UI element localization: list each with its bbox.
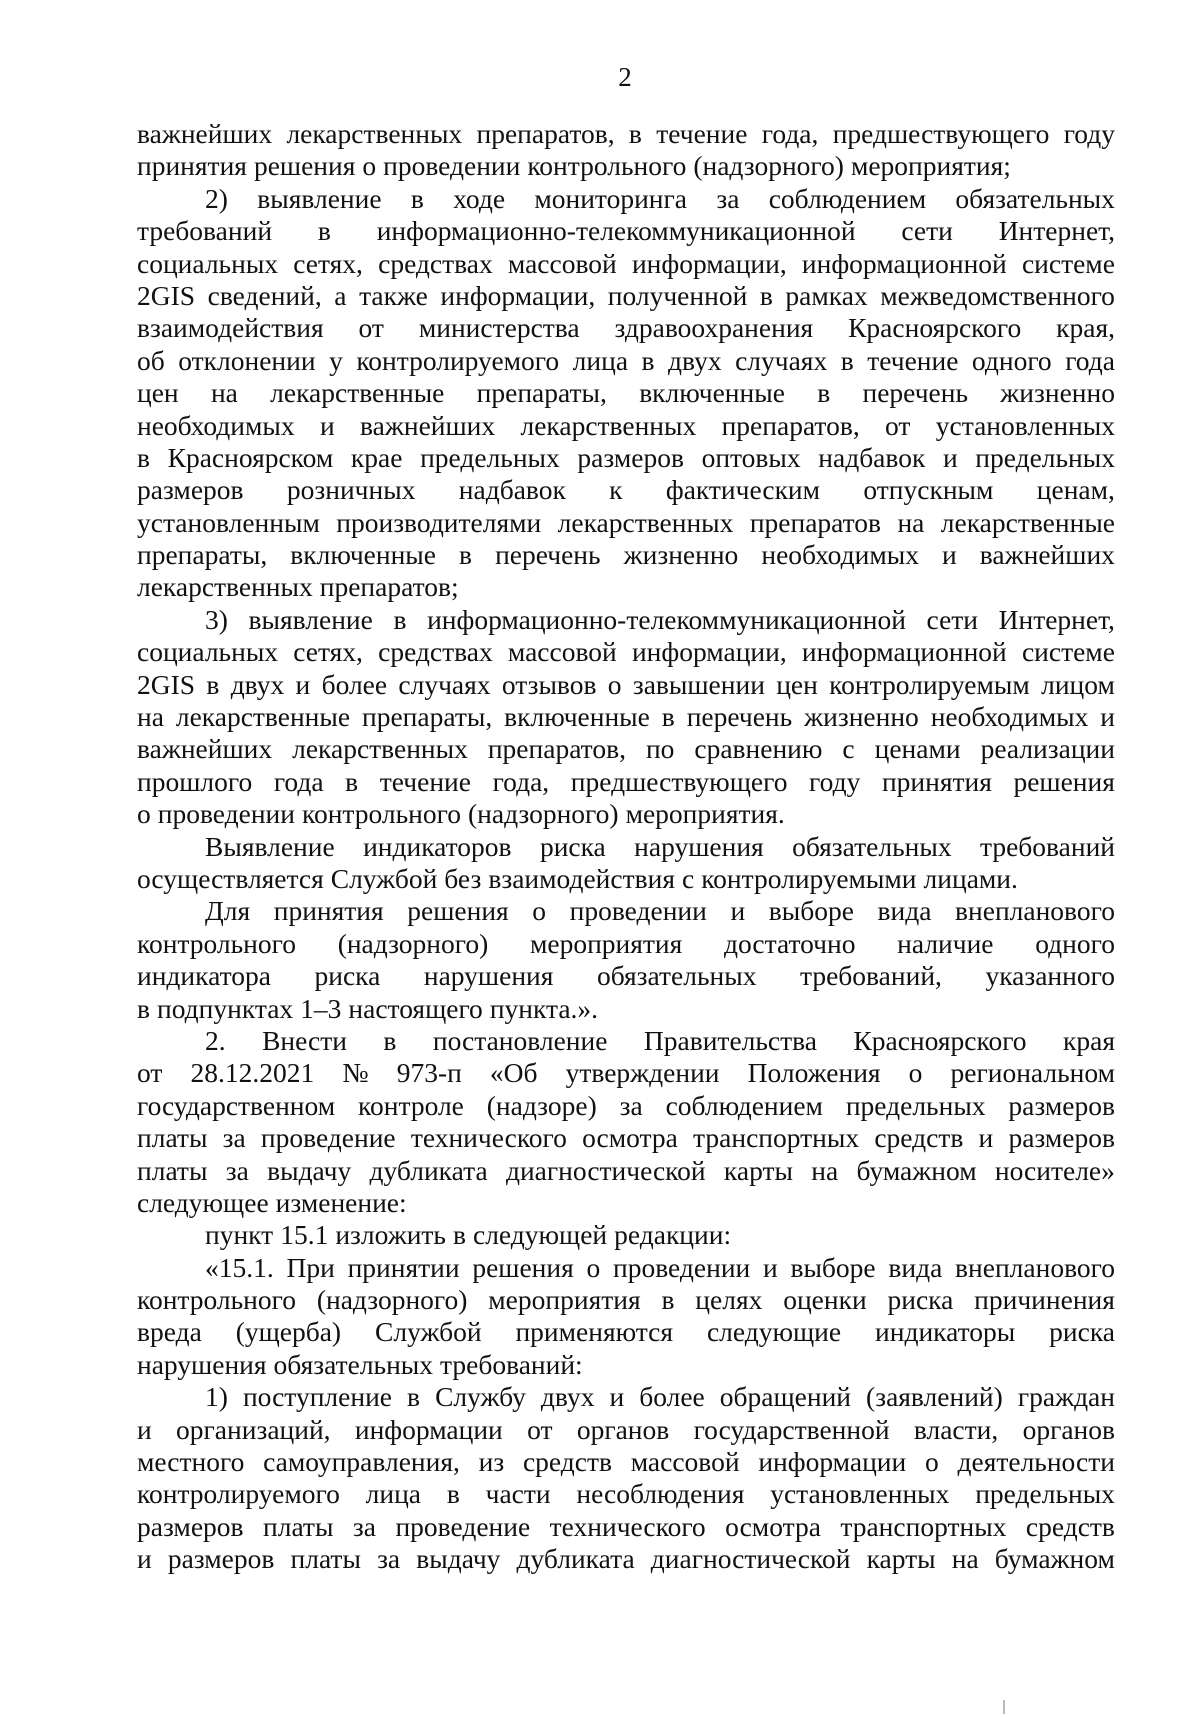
text-line: 2) выявление в ходе мониторинга за соблюдением обязательных (205, 182, 1115, 214)
text-line: государственном контроле (надзоре) за соблюдением предельных размеров (137, 1089, 1115, 1121)
text-line: контролируемого лица в части несоблюдения установленных предельных (137, 1478, 1115, 1510)
text-line: установленным производителями лекарственных препаратов на лекарственные (137, 506, 1115, 538)
text-line: цен на лекарственные препараты, включенные в перечень жизненно (137, 377, 1115, 409)
text-line: на лекарственные препараты, включенные в перечень жизненно необходимых и (137, 701, 1115, 733)
text-line: от 28.12.2021 № 973-п «Об утверждении Положения о региональном (137, 1057, 1115, 1089)
scan-artifact (1003, 1700, 1005, 1714)
text-line: принятия решения о проведении контрольного (надзорного) мероприятия; (137, 150, 1011, 182)
text-line: Выявление индикаторов риска нарушения обязательных требований (205, 830, 1115, 862)
text-line: социальных сетях, средствах массовой информации, информационной системе (137, 247, 1115, 279)
text-line: 2GIS в двух и более случаях отзывов о завышении цен контролируемым лицом (137, 668, 1115, 700)
text-line: местного самоуправления, из средств массовой информации о деятельности (137, 1446, 1115, 1478)
text-line: пункт 15.1 изложить в следующей редакции: (205, 1219, 732, 1251)
text-line: препараты, включенные в перечень жизненно необходимых и важнейших (137, 539, 1115, 571)
text-line: размеров розничных надбавок к фактическим отпускным ценам, (137, 474, 1115, 506)
text-line: осуществляется Службой без взаимодействия с контролируемыми лицами. (137, 862, 1018, 894)
text-line: прошлого года в течение года, предшествующего году принятия решения (137, 765, 1115, 797)
text-line: 3) выявление в информационно-телекоммуникационной сети Интернет, (205, 603, 1115, 635)
text-line: необходимых и важнейших лекарственных препаратов, от установленных (137, 409, 1115, 441)
text-line: о проведении контрольного (надзорного) мероприятия. (137, 798, 785, 830)
text-line: об отклонении у контролируемого лица в двух случаях в течение одного года (137, 344, 1115, 376)
text-line: 2. Внести в постановление Правительства Красноярского края (205, 1024, 1115, 1056)
text-line: и размеров платы за выдачу дубликата диагностической карты на бумажном (137, 1543, 1115, 1575)
text-line: 1) поступление в Службу двух и более обращений (заявлений) граждан (205, 1381, 1115, 1413)
text-line: 2GIS сведений, а также информации, полученной в рамках межведомственного (137, 279, 1115, 311)
text-line: размеров платы за проведение технического осмотра транспортных средств (137, 1510, 1115, 1542)
text-line: важнейших лекарственных препаратов, по сравнению с ценами реализации (137, 733, 1115, 765)
text-line: индикатора риска нарушения обязательных требований, указанного (137, 960, 1115, 992)
text-line: важнейших лекарственных препаратов, в течение года, предшествующего году (137, 118, 1115, 149)
text-line: Для принятия решения о проведении и выборе вида внепланового (205, 895, 1115, 927)
text-line: контрольного (надзорного) мероприятия в целях оценки риска причинения (137, 1284, 1115, 1316)
text-line: платы за проведение технического осмотра транспортных средств и размеров (137, 1122, 1115, 1154)
text-line: в подпунктах 1–3 настоящего пункта.». (137, 992, 599, 1024)
text-line: лекарственных препаратов; (137, 571, 459, 603)
document-body (137, 118, 1115, 1576)
page-number: 2 (618, 62, 632, 92)
text-line: в Красноярском крае предельных размеров оптовых надбавок и предельных (137, 441, 1115, 473)
text-line: платы за выдачу дубликата диагностической карты на бумажном носителе» (137, 1154, 1115, 1186)
text-line: требований в информационно-телекоммуникационной сети Интернет, (137, 215, 1115, 247)
text-line: нарушения обязательных требований: (137, 1348, 583, 1380)
text-line: вреда (ущерба) Службой применяются следующие индикаторы риска (137, 1316, 1115, 1348)
text-line: и организаций, информации от органов государственной власти, органов (137, 1413, 1115, 1445)
text-line: взаимодействия от министерства здравоохранения Красноярского края, (137, 312, 1115, 344)
text-line: «15.1. При принятии решения о проведении и выборе вида внепланового (205, 1251, 1115, 1283)
text-line: контрольного (надзорного) мероприятия достаточно наличие одного (137, 927, 1115, 959)
text-line: следующее изменение: (137, 1186, 407, 1218)
text-line: социальных сетях, средствах массовой информации, информационной системе (137, 636, 1115, 668)
